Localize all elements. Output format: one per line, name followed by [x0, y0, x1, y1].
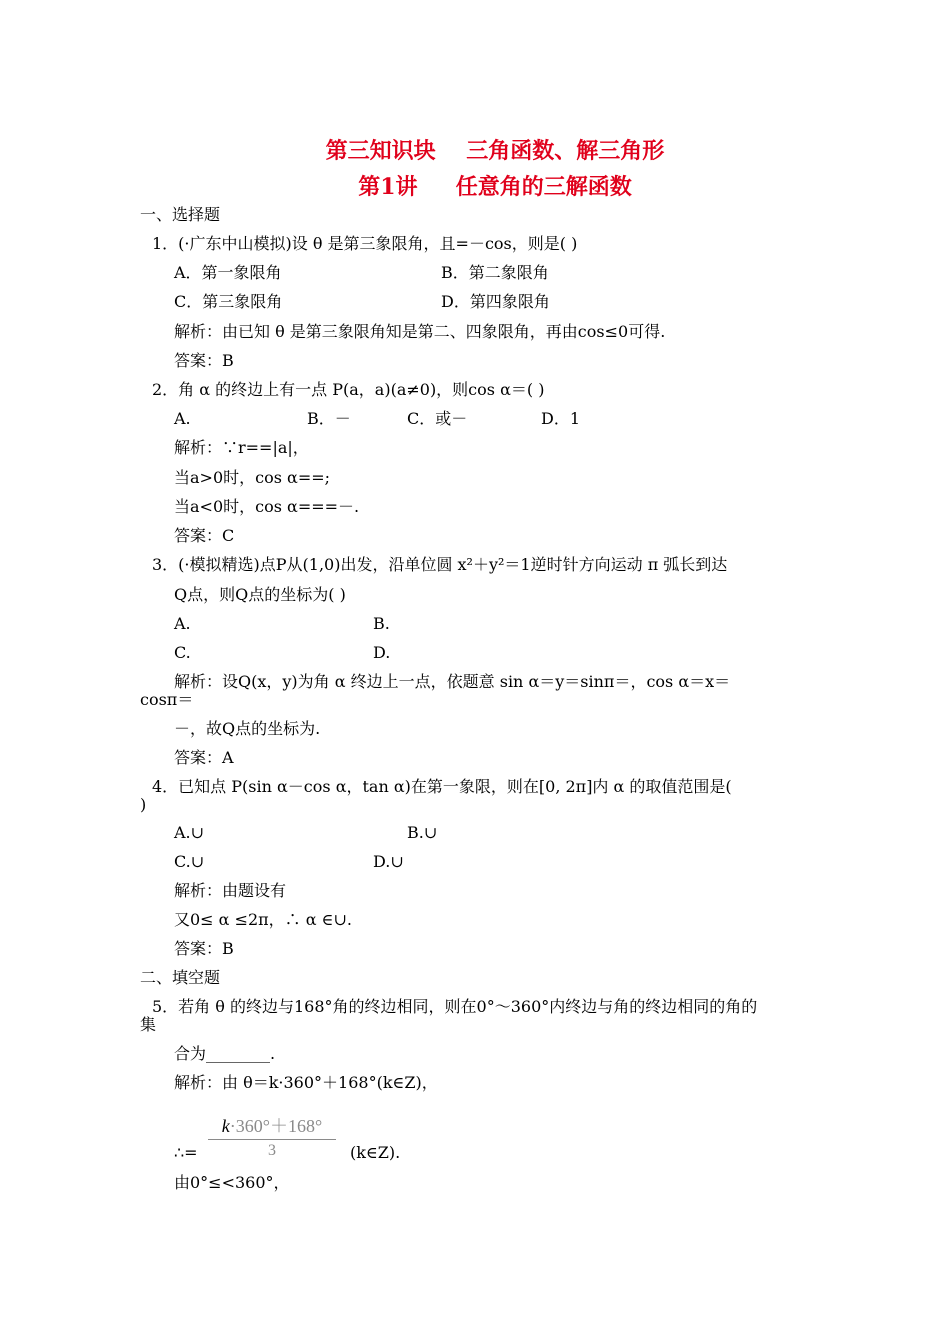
chapter-title: 第三知识块 三角函数、解三角形	[325, 138, 665, 164]
fraction-numerator	[208, 1112, 336, 1140]
question-5-stem: 5．若角 θ 的终边与168°角的终边相同，则在0°～360°内终边与角的终边相同的角的	[152, 997, 758, 1016]
question-3-option-c: C.	[174, 643, 191, 662]
question-5-stem-line-3: 合为________.	[174, 1044, 276, 1063]
question-5-analysis: 解析：由 θ＝k·360°＋168°(k∈Z)，	[174, 1073, 438, 1092]
question-4-stem-line-2: )	[140, 795, 147, 814]
fraction-numerator-k: k	[221, 1116, 230, 1136]
question-1-option-d: D．第四象限角	[441, 292, 550, 311]
section-heading-choice: 一、选择题	[140, 205, 221, 224]
question-2-option-c: C．或－	[407, 409, 468, 428]
question-4-option-b: B.∪	[407, 823, 438, 842]
therefore-symbol: ∴=	[174, 1143, 198, 1162]
lesson-title: 第1讲 任意角的三解函数	[358, 174, 632, 200]
question-2-option-a: A.	[174, 409, 191, 428]
question-1-option-b: B．第二象限角	[441, 263, 549, 282]
fraction-expression	[208, 1112, 336, 1162]
question-4-answer: 答案：B	[174, 939, 234, 958]
question-4-option-c: C.∪	[174, 852, 205, 871]
question-1-stem: 1．(·广东中山模拟)设 θ 是第三象限角，且=－cos，则是( )	[152, 234, 578, 253]
question-3-option-d: D.	[373, 643, 391, 662]
question-1-answer: 答案：B	[174, 351, 234, 370]
question-2-option-b: B．－	[307, 409, 351, 428]
section-heading-fill-in: 二、填空题	[140, 968, 221, 987]
question-1-analysis: 解析：由已知 θ 是第三象限角知是第二、四象限角，再由cos≤0可得.	[174, 322, 666, 341]
question-2-analysis-line-2: 当a>0时，cos α==;	[174, 468, 331, 487]
question-1-option-a: A．第一象限角	[174, 263, 282, 282]
question-1-option-c: C．第三象限角	[174, 292, 283, 311]
k-condition: (k∈Z).	[350, 1143, 401, 1162]
question-3-option-a: A.	[174, 614, 191, 633]
fraction-denominator: 3	[268, 1142, 276, 1159]
question-3-stem-line-2: Q点，则Q点的坐标为( )	[174, 585, 346, 604]
question-4-analysis: 解析：由题设有	[174, 881, 287, 900]
question-3-analysis: 解析：设Q(x，y)为角 α 终边上一点，依题意 sin α＝y＝sinπ＝，cos α＝x＝	[174, 672, 731, 691]
question-2-analysis-line-3: 当a<0时，cos α===－.	[174, 497, 360, 516]
question-3-option-b: B.	[373, 614, 390, 633]
question-3-analysis-line-2: cosπ＝	[140, 690, 194, 709]
question-2-analysis: 解析：∵r==|a|，	[174, 438, 309, 457]
question-3-answer: 答案：A	[174, 748, 234, 767]
fraction-numerator-rest: ·360°＋168°	[229, 1116, 323, 1136]
question-4-option-d: D.∪	[373, 852, 404, 871]
question-3-stem: 3．(·模拟精选)点P从(1,0)出发，沿单位圆 x²＋y²＝1逆时针方向运动 π 弧长到达	[152, 555, 728, 574]
question-2-answer: 答案：C	[174, 526, 235, 545]
question-4-stem: 4．已知点 P(sin α－cos α，tan α)在第一象限，则在[0, 2π]内 α 的取值范围是(	[152, 777, 732, 796]
question-2-stem: 2．角 α 的终边上有一点 P(a，a)(a≠0)，则cos α＝( )	[152, 380, 545, 399]
question-4-analysis-line-2: 又0≤ α ≤2π，∴ α ∈∪.	[174, 910, 352, 929]
question-5-analysis-line-4: 由0°≤<360°，	[174, 1173, 290, 1192]
question-4-option-a: A.∪	[174, 823, 205, 842]
question-2-option-d: D．1	[541, 409, 581, 428]
question-5-stem-line-2: 集	[140, 1015, 157, 1034]
question-3-analysis-line-3: －，故Q点的坐标为.	[174, 719, 321, 738]
